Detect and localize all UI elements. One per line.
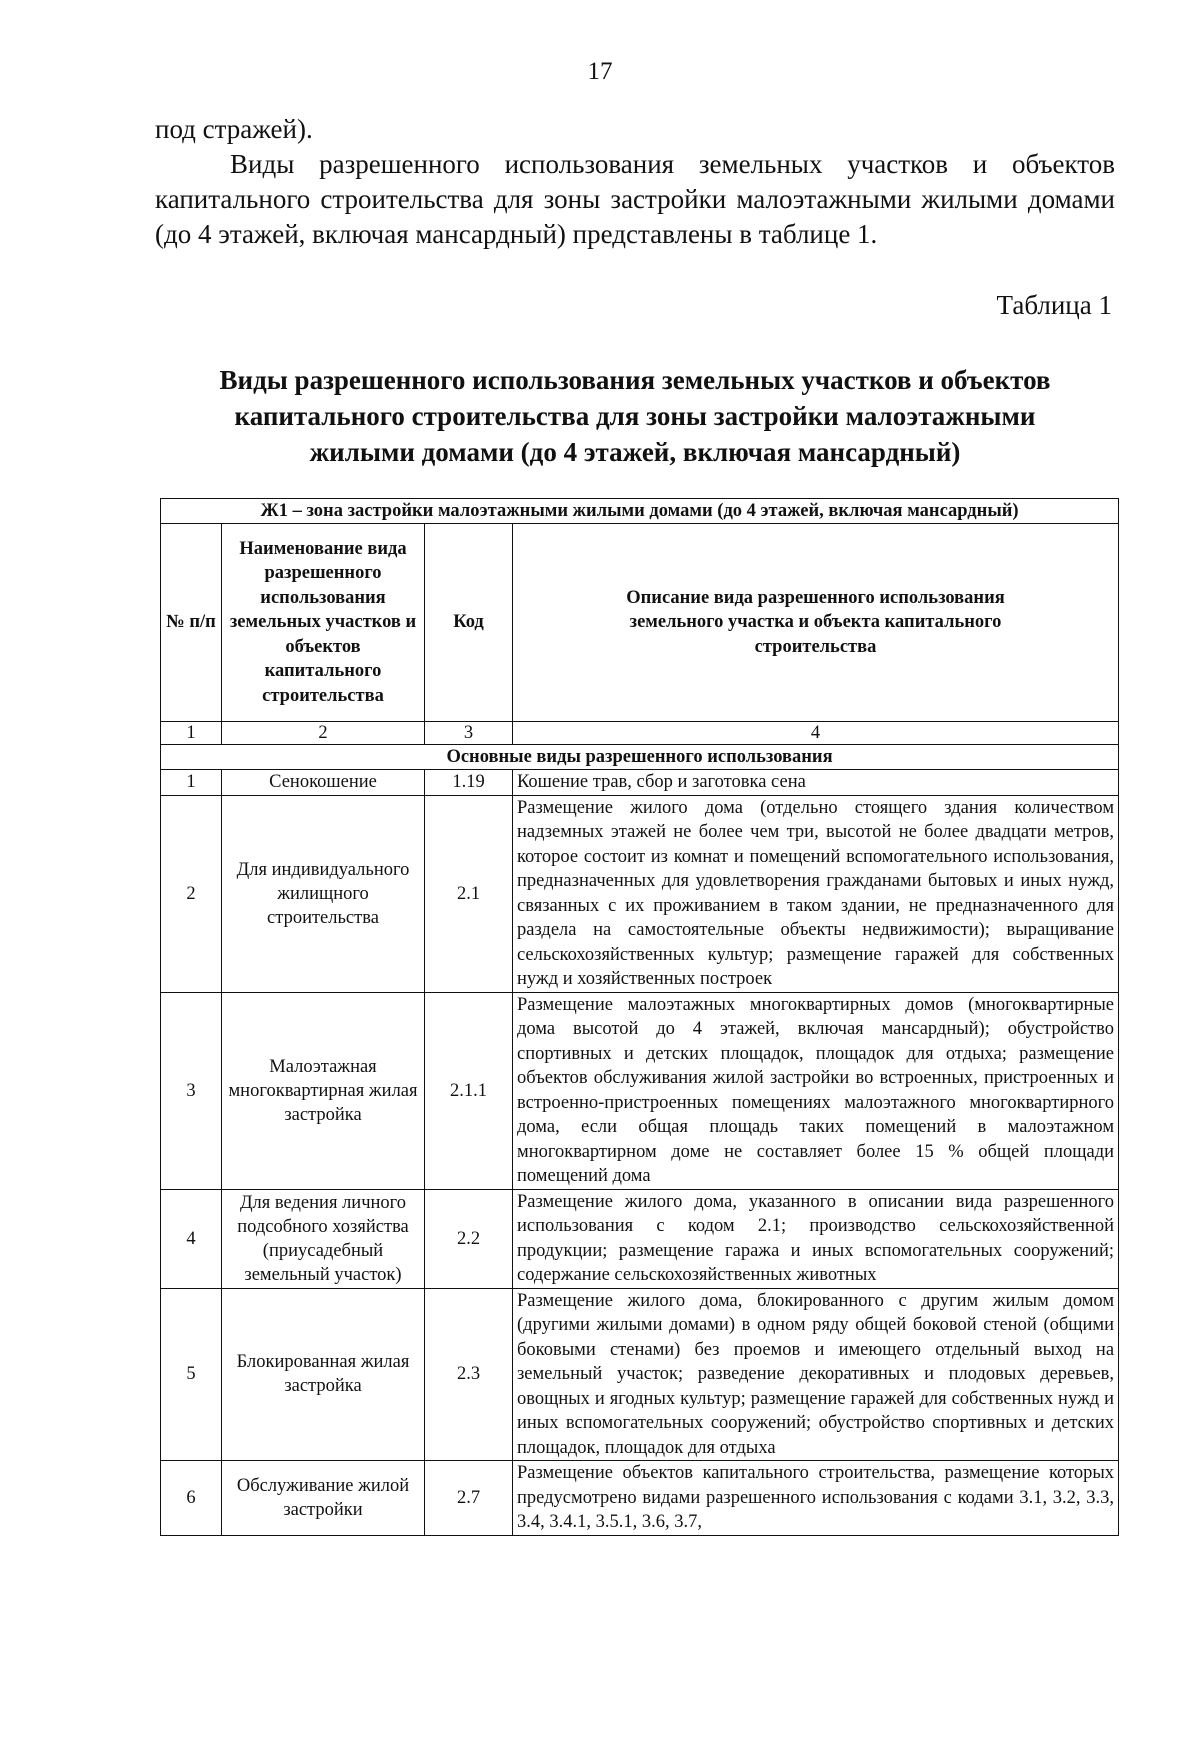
row-code: 2.2 xyxy=(425,1189,513,1288)
intro-paragraph: Виды разрешенного использования земельных участков и объектов капитального строительства для зоны застройки малоэтажными жилыми домами (до 4 этажей, включая мансардный) представлены в таблице 1. xyxy=(155,149,1115,249)
land-use-table xyxy=(160,498,1119,1536)
table-title-line: жилыми домами (до 4 этажей, включая мансардный) xyxy=(309,437,961,467)
row-code: 2.3 xyxy=(425,1288,513,1461)
table-title-line: Виды разрешенного использования земельных участков и объектов xyxy=(219,365,1051,395)
row-description: Размещение жилого дома (отдельно стоящего здания количеством надземных этажей не более чем три, высотой не более двадцати метров, которое состоит из комнат и помещений вспомогательного использования, предназначенных для удовлетворения гражданами бытовых и иных нужд, связанных с их проживанием в таком здании, не предназначенного для раздела на самостоятельные объекты недвижимости); выращивание сельскохозяйственных культур; размещение гаражей для собственных нужд и хозяйственных построек xyxy=(513,795,1119,992)
intro-line: под стражей). xyxy=(155,114,313,144)
page-number: 17 xyxy=(587,58,613,85)
row-code: 2.1 xyxy=(425,795,513,992)
intro-text xyxy=(155,112,1115,252)
row-description: Кошение трав, сбор и заготовка сена xyxy=(513,770,1119,796)
table-label: Таблица 1 xyxy=(996,290,1112,320)
table-title-line: капитального строительства для зоны застройки малоэтажными xyxy=(234,401,1036,431)
row-num: 6 xyxy=(161,1461,222,1536)
row-description: Размещение малоэтажных многоквартирных домов (многоквартирные дома высотой до 4 этажей, включая мансардный); обустройство спортивных и детских площадок, площадок для отдыха; размещение объектов обслуживания жилой застройки во встроенных, пристроенных и встроенно-пристроенных помещениях малоэтажного многоквартирного дома, если общая площадь таких помещений в малоэтажном многоквартирном доме не составляет более 15 % общей площади помещений дома xyxy=(513,992,1119,1189)
table-title xyxy=(150,362,1120,470)
row-description: Размещение объектов капитального строительства, размещение которых предусмотрено видами разрешенного использования с кодами 3.1, 3.2, 3.3, 3.4, 3.4.1, 3.5.1, 3.6, 3.7, xyxy=(513,1461,1119,1536)
column-number: 3 xyxy=(425,722,513,745)
section-header: Основные виды разрешенного использования xyxy=(161,745,1119,770)
row-name: Малоэтажная многоквартирная жилая застройка xyxy=(222,992,425,1189)
row-num: 1 xyxy=(161,770,222,796)
row-name: Сенокошение xyxy=(222,770,425,796)
row-code: 1.19 xyxy=(425,770,513,796)
header-code: Код xyxy=(425,524,513,722)
header-num: № п/п xyxy=(161,524,222,722)
row-num: 2 xyxy=(161,795,222,992)
table-row xyxy=(161,770,1119,796)
row-description: Размещение жилого дома, блокированного с другим жилым домом (другими жилыми домами) в одном ряду общей боковой стеной (общими боковыми стенами) без проемов и имеющего отдельный выход на земельный участок; разведение декоративных и плодовых деревьев, овощных и ягодных культур; размещение гаражей для собственных нужд и иных вспомогательных сооружений; обустройство спортивных и детских площадок, площадок для отдыха xyxy=(513,1288,1119,1461)
header-name: Наименование вида разрешенного использования земельных участков и объектов капитального строительства xyxy=(222,524,425,722)
row-num: 4 xyxy=(161,1189,222,1288)
table-row xyxy=(161,1461,1119,1536)
row-num: 3 xyxy=(161,992,222,1189)
row-code: 2.7 xyxy=(425,1461,513,1536)
row-name: Обслуживание жилой застройки xyxy=(222,1461,425,1536)
column-number: 1 xyxy=(161,722,222,745)
zone-header: Ж1 – зона застройки малоэтажными жилыми домами (до 4 этажей, включая мансардный) xyxy=(161,499,1119,524)
table-row xyxy=(161,992,1119,1189)
table-row xyxy=(161,1288,1119,1461)
row-description: Размещение жилого дома, указанного в описании вида разрешенного использования с кодом 2.1; производство сельскохозяйственной продукции; размещение гаража и иных вспомогательных сооружений; содержание сельскохозяйственных животных xyxy=(513,1189,1119,1288)
row-name: Блокированная жилая застройка xyxy=(222,1288,425,1461)
table-row xyxy=(161,795,1119,992)
column-number: 2 xyxy=(222,722,425,745)
header-description: Описание вида разрешенного использования земельного участка и объекта капитального строительства xyxy=(513,524,1119,722)
table-row xyxy=(161,1189,1119,1288)
row-name: Для ведения личного подсобного хозяйства (приусадебный земельный участок) xyxy=(222,1189,425,1288)
column-number: 4 xyxy=(513,722,1119,745)
row-name: Для индивидуального жилищного строительства xyxy=(222,795,425,992)
row-code: 2.1.1 xyxy=(425,992,513,1189)
row-num: 5 xyxy=(161,1288,222,1461)
